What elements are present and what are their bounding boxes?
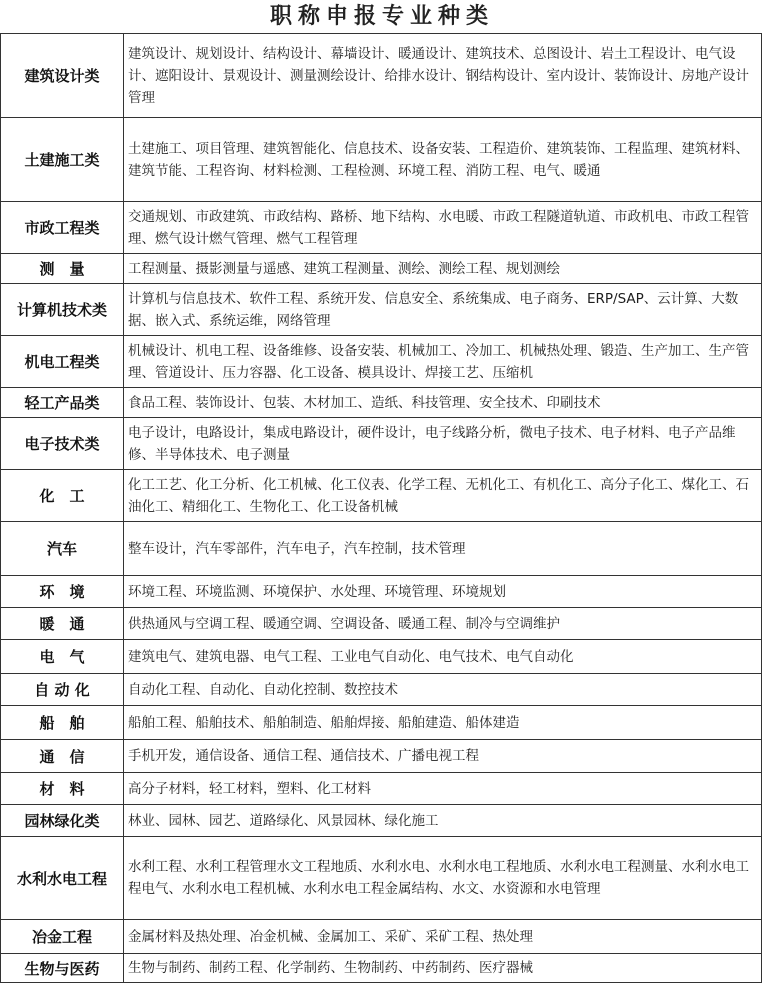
category-cell: 暖 通 <box>1 608 124 640</box>
table-row <box>1 284 762 336</box>
table-row <box>1 640 762 674</box>
page-title: 职称申报专业种类 <box>269 3 494 29</box>
category-cell: 机电工程类 <box>1 336 124 388</box>
category-cell: 水利水电工程 <box>1 837 124 920</box>
table-row <box>1 954 762 983</box>
items-cell: 食品工程、装饰设计、包装、木材加工、造纸、科技管理、安全技术、印刷技术 <box>124 388 762 418</box>
table-row <box>1 388 762 418</box>
items-cell: 供热通风与空调工程、暖通空调、空调设备、暖通工程、制冷与空调维护 <box>124 608 762 640</box>
table-row <box>1 118 762 202</box>
items-cell: 船舶工程、船舶技术、船舶制造、船舶焊接、船舶建造、船体建造 <box>124 706 762 740</box>
items-cell: 林业、园林、园艺、道路绿化、风景园林、绿化施工 <box>124 805 762 837</box>
table-row <box>1 837 762 920</box>
category-cell: 建筑设计类 <box>1 34 124 118</box>
table-row <box>1 254 762 284</box>
category-cell: 通 信 <box>1 740 124 773</box>
items-cell: 机械设计、机电工程、设备维修、设备安装、机械加工、冷加工、机械热处理、锻造、生产加工、生产管理、管道设计、压力容器、化工设备、模具设计、焊接工艺、压缩机 <box>124 336 762 388</box>
items-cell: 工程测量、摄影测量与遥感、建筑工程测量、测绘、测绘工程、规划测绘 <box>124 254 762 284</box>
table-row <box>1 470 762 522</box>
category-cell: 自 动 化 <box>1 674 124 706</box>
items-cell: 高分子材料，轻工材料，塑料、化工材料 <box>124 773 762 805</box>
category-cell: 测 量 <box>1 254 124 284</box>
table-row <box>1 805 762 837</box>
table-row <box>1 202 762 254</box>
items-cell: 建筑设计、规划设计、结构设计、幕墙设计、暖通设计、建筑技术、总图设计、岩土工程设计、电气设计、遮阳设计、景观设计、测量测绘设计、给排水设计、钢结构设计、室内设计、装饰设计、房地产设计管理 <box>124 34 762 118</box>
table-row <box>1 740 762 773</box>
items-cell: 生物与制药、制药工程、化学制药、生物制药、中药制药、医疗器械 <box>124 954 762 983</box>
items-cell: 自动化工程、自动化、自动化控制、数控技术 <box>124 674 762 706</box>
items-cell: 交通规划、市政建筑、市政结构、路桥、地下结构、水电暖、市政工程隧道轨道、市政机电、市政工程管理、燃气设计燃气管理、燃气工程管理 <box>124 202 762 254</box>
table-row <box>1 522 762 576</box>
items-cell: 环境工程、环境监测、环境保护、水处理、环境管理、环境规划 <box>124 576 762 608</box>
items-cell: 金属材料及热处理、冶金机械、金属加工、采矿、采矿工程、热处理 <box>124 920 762 954</box>
items-cell: 建筑电气、建筑电器、电气工程、工业电气自动化、电气技术、电气自动化 <box>124 640 762 674</box>
category-cell: 环 境 <box>1 576 124 608</box>
category-cell: 土建施工类 <box>1 118 124 202</box>
category-cell: 船 舶 <box>1 706 124 740</box>
category-cell: 市政工程类 <box>1 202 124 254</box>
items-cell: 计算机与信息技术、软件工程、系统开发、信息安全、系统集成、电子商务、ERP/SAP、云计算、大数据、嵌入式、系统运维，网络管理 <box>124 284 762 336</box>
table-row <box>1 773 762 805</box>
category-cell: 化 工 <box>1 470 124 522</box>
category-cell: 生物与医药 <box>1 954 124 983</box>
category-cell: 冶金工程 <box>1 920 124 954</box>
items-cell: 整车设计，汽车零部件，汽车电子，汽车控制，技术管理 <box>124 522 762 576</box>
table-row <box>1 34 762 118</box>
table-row <box>1 674 762 706</box>
category-cell: 汽车 <box>1 522 124 576</box>
items-cell: 土建施工、项目管理、建筑智能化、信息技术、设备安装、工程造价、建筑装饰、工程监理、建筑材料、建筑节能、工程咨询、材料检测、工程检测、环境工程、消防工程、电气、暖通 <box>124 118 762 202</box>
table-row <box>1 920 762 954</box>
category-cell: 园林绿化类 <box>1 805 124 837</box>
items-cell: 手机开发，通信设备、通信工程、通信技术、广播电视工程 <box>124 740 762 773</box>
table-row <box>1 418 762 470</box>
items-cell: 水利工程、水利工程管理水文工程地质、水利水电、水利水电工程地质、水利水电工程测量、水利水电工程电气、水利水电工程机械、水利水电工程金属结构、水文、水资源和水电管理 <box>124 837 762 920</box>
table-row <box>1 608 762 640</box>
category-cell: 电 气 <box>1 640 124 674</box>
category-cell: 电子技术类 <box>1 418 124 470</box>
profession-table <box>0 33 762 983</box>
items-cell: 电子设计，电路设计，集成电路设计，硬件设计，电子线路分析，微电子技术、电子材料、电子产品维修、半导体技术、电子测量 <box>124 418 762 470</box>
table-row <box>1 336 762 388</box>
category-cell: 轻工产品类 <box>1 388 124 418</box>
category-cell: 计算机技术类 <box>1 284 124 336</box>
items-cell: 化工工艺、化工分析、化工机械、化工仪表、化学工程、无机化工、有机化工、高分子化工、煤化工、石油化工、精细化工、生物化工、化工设备机械 <box>124 470 762 522</box>
table-row <box>1 706 762 740</box>
category-cell: 材 料 <box>1 773 124 805</box>
table-row <box>1 576 762 608</box>
